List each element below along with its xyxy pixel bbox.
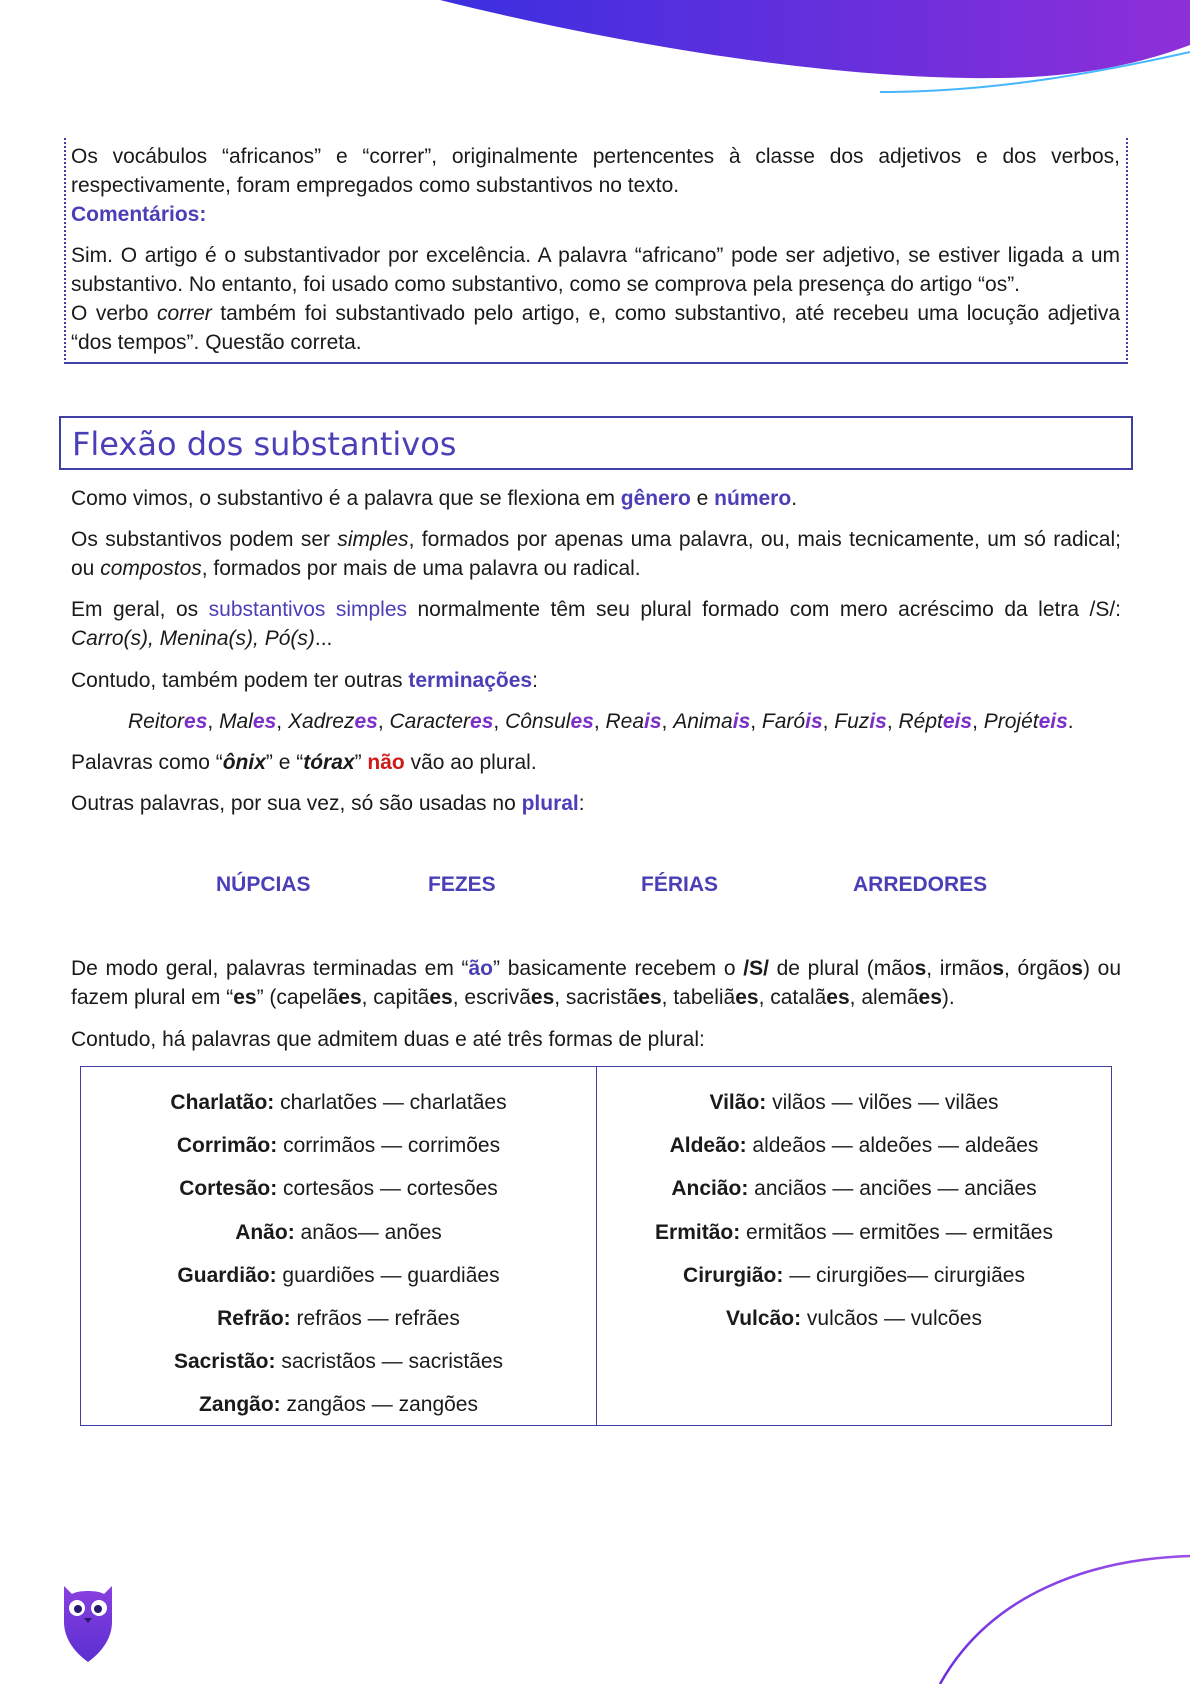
paragraph-gender-number: Como vimos, o substantivo é a palavra que se flexiona em gênero e número. [71, 487, 798, 510]
termination-example: Projéteis [983, 710, 1068, 733]
termination-example: Animais [673, 710, 751, 733]
plural-table-row: Refrão: refrãos — refrães [217, 1307, 460, 1331]
paragraph-plural-only: Outras palavras, por sua vez, só são usadas no plural: [71, 792, 585, 815]
paragraph-simple-compound: Os substantivos podem ser simples, formados por apenas uma palavra, ou, mais tecnicamente, um só radical; ou compostos, formados por mais de uma palavra ou radical. [71, 528, 1121, 580]
header-wave-decoration [0, 0, 1190, 110]
termination-example: Répteis [898, 710, 973, 733]
plural-table-row: Zangão: zangãos — zangões [199, 1393, 478, 1417]
plural-table-row: Vulcão: vulcãos — vulcões [726, 1307, 982, 1331]
termination-example: Cônsules [505, 710, 594, 733]
plural-table-row: Ancião: anciãos — anciões — anciães [671, 1177, 1037, 1201]
plural-table-row: Sacristão: sacristãos — sacristães [173, 1350, 504, 1374]
terminations-examples: Reitores, Males, Xadrezes, Caracteres, Cônsules, Reais, Animais, Faróis, Fuzis, Répteis, Projéteis. [128, 710, 1074, 733]
termination-example: Faróis [761, 710, 823, 733]
question-statement: Os vocábulos “africanos” e “correr”, originalmente pertencentes à classe dos adjetivos e dos verbos, respectivamente, foram empregados como substantivos no texto. [71, 145, 1120, 197]
termination-example: Reais [605, 710, 662, 733]
paragraph-ao-plural: De modo geral, palavras terminadas em “ão” basicamente recebem o /S/ de plural (mãos, irmãos, órgãos) ou fazem plural em “es” (capelães, capitães, escrivães, sacristães, tabeliães, catalães, alemães). [71, 957, 1121, 1009]
comment-paragraph-2: O verbo correr também foi substantivado pelo artigo, e, como substantivo, até recebeu uma locução adjetiva “dos tempos”. Questão correta. [71, 302, 1120, 354]
footer-curve-decoration [930, 1554, 1190, 1684]
owl-logo-icon [62, 1578, 114, 1664]
plural-word: FEZES [428, 873, 496, 896]
plural-forms-table [80, 1066, 1112, 1426]
plural-table-row: Cirurgião: — cirurgiões— cirurgiães [683, 1263, 1025, 1287]
plural-table-right-column [596, 1067, 1111, 1425]
question-box [64, 138, 1128, 364]
plural-table-row: Cortesão: cortesãos — cortesões [179, 1177, 498, 1201]
paragraph-terminations: Contudo, também podem ter outras terminações: [71, 669, 538, 692]
paragraph-no-plural: Palavras como “ônix” e “tórax” não vão ao plural. [71, 751, 537, 774]
section-title-box [59, 416, 1133, 470]
termination-example: Males [219, 710, 277, 733]
plural-table-left-column [81, 1067, 596, 1425]
paragraph-multiple-forms: Contudo, há palavras que admitem duas e até três formas de plural: [71, 1028, 705, 1051]
section-title: Flexão dos substantivos [72, 425, 457, 463]
plural-table-row: Corrimão: corrimãos — corrimões [176, 1134, 501, 1158]
paragraph-simple-plural: Em geral, os substantivos simples normalmente têm seu plural formado com mero acréscimo da letra /S/: Carro(s), Menina(s), Pó(s)... [71, 598, 1121, 650]
termination-example: Fuzis [834, 710, 887, 733]
plural-table-row: Ermitão: ermitãos — ermitões — ermitães [655, 1220, 1053, 1244]
plural-only-words [0, 873, 1190, 903]
termination-example: Caracteres [389, 710, 494, 733]
comment-paragraph-1: Sim. O artigo é o substantivador por excelência. A palavra “africano” pode ser adjetivo, se estiver ligada a um substantivo. No entanto, foi usado como substantivo, como se comprova pela presença do artigo “os”. [71, 244, 1120, 296]
plural-table-row: Aldeão: aldeãos — aldeões — aldeães [669, 1134, 1039, 1158]
comments-heading: Comentários: [71, 203, 207, 226]
termination-example: Xadrezes [287, 710, 378, 733]
plural-word: NÚPCIAS [216, 873, 311, 896]
plural-table-row: Vilão: vilãos — vilões — vilães [709, 1091, 999, 1114]
plural-word: FÉRIAS [641, 873, 719, 896]
plural-word: ARREDORES [853, 873, 988, 896]
termination-example: Reitores [128, 710, 208, 733]
plural-table-row: Charlatão: charlatões — charlatães [170, 1091, 507, 1114]
plural-table-row: Guardião: guardiões — guardiães [177, 1263, 500, 1287]
plural-table-row: Anão: anãos— anões [235, 1220, 442, 1244]
